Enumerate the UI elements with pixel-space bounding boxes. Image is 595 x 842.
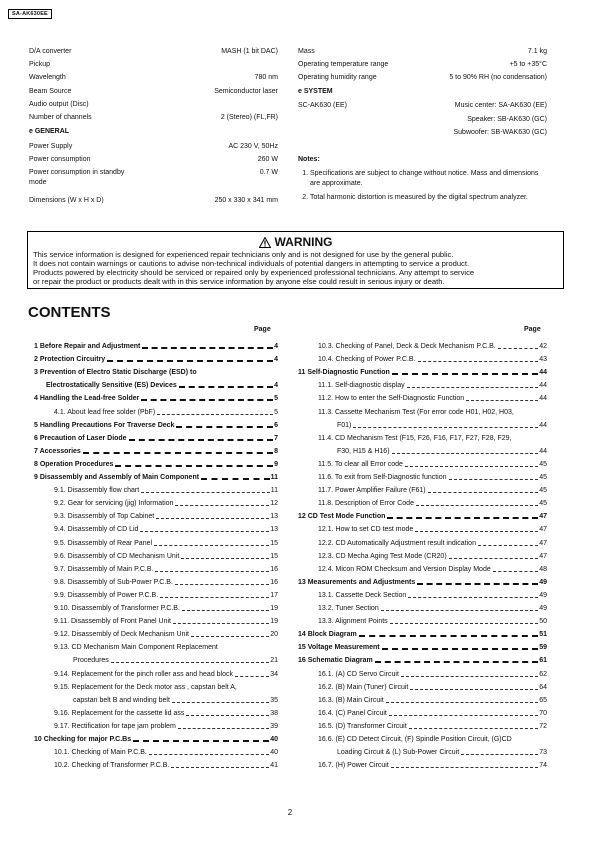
toc-page-number: 7 [274, 434, 278, 442]
toc-entry[interactable] [318, 342, 547, 352]
toc-entry[interactable] [54, 604, 278, 614]
toc-leader [381, 610, 538, 611]
toc-page-number: 11 [270, 487, 278, 495]
spec-label: Operating temperature range [298, 61, 389, 69]
toc-entry[interactable] [54, 709, 278, 719]
toc-entry-title: 11.7. Power Amplifier Failure (F61) [318, 487, 426, 495]
toc-leader [391, 767, 538, 768]
toc-leader [417, 583, 538, 585]
toc-entry-title: 9.3. Disassembly of Top Cabinet [54, 513, 155, 521]
toc-entry-title: 13 Measurements and Adjustments [298, 578, 416, 586]
toc-leader [182, 610, 269, 611]
toc-entry-title: capstan belt B and winding belt [73, 696, 170, 704]
toc-page-number: 19 [270, 618, 278, 626]
toc-entry-text: 11.4. CD Mechanism Test (F15, F26, F16, F17, F27, F28, F29, [318, 434, 512, 442]
toc-entry-title: 10.4. Checking of Power P.C.B. [318, 356, 416, 364]
toc-page-number: 5 [274, 395, 278, 403]
toc-entry-title: 12.2. CD Automatically Adjustment result indication [318, 539, 476, 547]
toc-page-number: 5 [274, 408, 278, 416]
spec-value: +5 to +35°C [509, 61, 547, 69]
toc-entry[interactable] [34, 421, 278, 431]
toc-entry-title: 12 CD Test Mode Function [298, 513, 386, 521]
toc-page-number: 44 [539, 395, 547, 403]
toc-page-number: 35 [270, 696, 278, 704]
toc-leader [160, 597, 269, 598]
spec-label: Beam Source [29, 87, 72, 95]
standby-label-1: Power consumption in standby [29, 169, 125, 176]
toc-entry[interactable] [318, 761, 547, 771]
toc-leader [493, 571, 538, 572]
toc-page-number: 73 [539, 749, 547, 757]
toc-entry-text: 11.3. Cassette Mechanism Test (For error code H01, H02, H03, [318, 408, 514, 416]
toc-entry-title: 10.3. Checking of Panel, Deck & Deck Mechanism P.C.B. [318, 343, 496, 350]
toc-entry[interactable] [318, 552, 547, 562]
spec-value: 2 (Stereo) (FL,FR) [220, 114, 278, 121]
toc-entry-title: 16.7. (H) Power Circuit [318, 762, 389, 770]
toc-entry[interactable] [318, 604, 547, 614]
toc-entry[interactable] [54, 617, 278, 627]
toc-page-number: 40 [270, 736, 278, 743]
toc-entry-title: 9.11. Disassembly of Front Panel Unit [54, 618, 171, 626]
toc-leader [410, 689, 538, 690]
spec-label: D/A converter [29, 48, 72, 55]
warning-line: It does not contain warnings or cautions to advise non-technical individuals of potential dangers in attempting to service a product. [33, 259, 470, 268]
toc-leader [140, 531, 269, 532]
toc-entry-title: F01) [337, 421, 352, 429]
toc-entry[interactable] [298, 643, 547, 653]
toc-page-number: 72 [539, 722, 547, 730]
toc-entry-title: 9.1. Disassembly flow chart [54, 487, 140, 495]
toc-entry[interactable] [318, 709, 547, 719]
toc-entry[interactable] [318, 591, 547, 601]
toc-leader [142, 347, 273, 349]
toc-entry[interactable] [34, 355, 278, 365]
page-label-left: Page [254, 326, 271, 333]
toc-leader [405, 466, 538, 467]
toc-entry[interactable] [54, 722, 278, 732]
toc-page-number: 11 [270, 474, 278, 481]
note-item: 2. Total harmonic distortion is measured by the digital spectrum analyzer. [310, 193, 548, 204]
toc-leader [461, 754, 538, 755]
warning-title: WARNING [274, 235, 333, 249]
spec-value: Speaker: SB-AK630 (GC) [467, 116, 547, 123]
toc-page-number: 65 [539, 696, 547, 704]
toc-page-number: 9 [274, 460, 278, 468]
spec-label: Mass [298, 48, 315, 55]
toc-leader [173, 623, 269, 624]
toc-leader [154, 545, 269, 546]
toc-entry[interactable] [54, 761, 278, 771]
toc-entry[interactable] [298, 630, 547, 640]
toc-leader [387, 517, 538, 519]
general-heading: e GENERAL [29, 128, 70, 135]
toc-entry[interactable] [54, 565, 278, 575]
toc-leader [407, 387, 539, 388]
toc-leader [409, 728, 539, 729]
toc-entry-title: 11.2. How to enter the Self-Diagnostic Function [318, 395, 465, 403]
note-item: 1. Specifications are subject to change without notice. Mass and dimensions are approximate. [310, 169, 548, 190]
toc-page-number: 38 [270, 709, 278, 717]
toc-entry[interactable] [318, 355, 547, 365]
toc-page-number: 12 [270, 500, 278, 508]
toc-entry-title: F30, H15 & H16) [337, 447, 390, 455]
toc-entry-title: 11.6. To exit from Self-Diagnostic function [318, 474, 447, 481]
toc-entry[interactable] [34, 460, 278, 470]
toc-page-number: 13 [270, 526, 278, 534]
toc-leader [389, 715, 538, 716]
toc-page-number: 40 [270, 749, 278, 757]
toc-page-number: 41 [270, 762, 278, 770]
toc-entry-title: 13.3. Alignment Points [318, 618, 388, 626]
toc-leader [392, 453, 539, 454]
toc-entry-title: 16.2. (B) Main (Tuner) Circuit [318, 683, 409, 691]
toc-entry[interactable] [34, 473, 278, 483]
toc-page-number: 47 [539, 513, 547, 521]
spec-value: AC 230 V, 50Hz [228, 143, 278, 150]
toc-entry[interactable] [318, 722, 547, 732]
toc-page-number: 45 [539, 460, 547, 468]
toc-page-number: 39 [270, 722, 278, 730]
toc-leader [149, 754, 269, 755]
spec-value: MASH (1 bit DAC) [221, 48, 278, 55]
toc-entry[interactable] [54, 525, 278, 535]
toc-entry[interactable] [318, 696, 547, 706]
toc-page-number: 16 [270, 578, 278, 586]
toc-page-number: 44 [539, 421, 547, 429]
toc-entry[interactable] [318, 539, 547, 549]
model-tag: SA-AK630EE [8, 9, 52, 19]
toc-entry[interactable] [318, 683, 547, 693]
toc-entry[interactable] [298, 656, 547, 666]
toc-entry-title: 12.4. Micon ROM Checksum and Version Display Mode [318, 565, 491, 573]
spec-value: Semiconductor laser [214, 87, 278, 95]
toc-entry-title: 13.2. Tuner Section [318, 605, 379, 612]
toc-page-number: 4 [274, 343, 278, 350]
toc-entry-text: 9.13. CD Mechanism Main Component Replacement [54, 644, 218, 652]
toc-entry-title: 11 Self-Diagnostic Function [298, 369, 390, 377]
contents-title: CONTENTS [28, 304, 111, 321]
warning-line: Products powered by electricity should be serviced or repaired only by experienced professional technicians. Any attempt to service [33, 268, 475, 277]
toc-page-number: 48 [539, 565, 547, 573]
toc-entry[interactable] [54, 539, 278, 549]
spec-label: Dimensions (W x H x D) [29, 197, 104, 204]
toc-entry[interactable] [318, 486, 547, 496]
spec-value: 5 to 90% RH (no condensation) [449, 74, 547, 82]
toc-entry-title: 16.4. (C) Panel Circuit [318, 709, 387, 717]
system-heading: e SYSTEM [298, 88, 333, 95]
toc-entry[interactable] [337, 421, 547, 431]
toc-leader [157, 414, 273, 415]
toc-page-number: 15 [270, 539, 278, 547]
toc-leader [107, 360, 273, 362]
toc-page-number: 42 [539, 343, 547, 350]
toc-entry-title: 16.1. (A) CD Servo Circuit [318, 670, 399, 678]
spec-label: Wavelength [29, 74, 66, 82]
warning-heading [28, 235, 563, 249]
toc-leader [181, 558, 269, 559]
toc-page-number: 70 [539, 709, 547, 717]
toc-page-number: 34 [270, 670, 278, 678]
toc-entry-title: 9.9. Disassembly of Power P.C.B. [54, 591, 159, 599]
toc-page-number: 47 [539, 552, 547, 560]
toc-entry-title: 9.10. Disassembly of Transformer P.C.B. [54, 605, 180, 612]
toc-leader [179, 386, 273, 388]
toc-entry-title: 11.1. Self-diagnostic display [318, 382, 405, 390]
toc-entry[interactable] [54, 630, 278, 640]
toc-entry-title: 10.1. Checking of Main P.C.B. [54, 749, 147, 757]
toc-leader [401, 676, 538, 677]
toc-leader [201, 478, 270, 480]
toc-entry[interactable] [54, 748, 278, 758]
toc-leader [186, 715, 269, 716]
spec-label: Number of channels [29, 114, 92, 121]
toc-entry-title: Procedures [73, 657, 109, 665]
warning-line: or repair the product or products dealt with in this service information by anyone else could result in serious injury or death. [33, 277, 445, 286]
toc-entry[interactable] [318, 670, 547, 680]
warning-triangle-icon [259, 237, 271, 248]
toc-entry[interactable] [298, 368, 547, 378]
toc-entry-title: 9.14. Replacement for the pinch roller ass and head block [54, 670, 233, 678]
toc-entry-title: 9.17. Rectification for tape jam problem [54, 722, 176, 730]
toc-entry-title: 12.3. CD Mecha Aging Test Mode (CR20) [318, 552, 447, 560]
toc-entry-title: 9.4. Disassembly of CD Lid [54, 526, 139, 534]
toc-leader [449, 479, 539, 480]
toc-page-number: 21 [270, 657, 278, 665]
toc-entry[interactable] [46, 381, 278, 391]
toc-entry[interactable] [34, 394, 278, 404]
toc-leader [478, 545, 538, 546]
toc-page-number: 8 [274, 447, 278, 455]
toc-page-number: 6 [274, 421, 278, 429]
toc-entry[interactable] [54, 552, 278, 562]
toc-entry-title: 11.8. Description of Error Code [318, 500, 414, 508]
spec-label: SC-AK630 (EE) [298, 102, 348, 109]
toc-leader [175, 584, 269, 585]
standby-value: 0.7 W [259, 169, 278, 176]
toc-entry-title: 14 Block Diagram [298, 631, 357, 639]
toc-leader [418, 361, 539, 362]
toc-page-number: 64 [539, 683, 547, 691]
toc-entry-title: 9.8. Disassembly of Sub-Power P.C.B. [54, 578, 173, 586]
toc-page-number: 74 [539, 762, 547, 770]
toc-entry-title: 6 Precaution of Laser Diode [34, 434, 127, 442]
standby-label-2: mode [29, 179, 47, 186]
spec-value: 260 W [257, 156, 278, 164]
toc-leader [416, 505, 538, 506]
toc-page-number: 49 [539, 591, 547, 599]
toc-leader [172, 702, 269, 703]
toc-leader [415, 531, 538, 532]
toc-entry[interactable] [34, 342, 278, 352]
toc-leader [386, 702, 538, 703]
toc-entry-title: 9.16. Replacement for the cassette lid ass [54, 709, 185, 717]
toc-leader [111, 662, 269, 663]
toc-page-number: 44 [539, 369, 547, 377]
toc-entry[interactable] [318, 381, 547, 391]
toc-leader [235, 676, 269, 677]
toc-page-number: 45 [539, 474, 547, 481]
toc-page-number: 4 [274, 356, 278, 364]
toc-entry-text: 16.6. (E) CD Detect Circuit, (F) Spindle Position Circuit, (G)CD [318, 736, 512, 743]
toc-entry[interactable] [298, 578, 547, 588]
spec-label: Power consumption [29, 156, 91, 164]
toc-entry-title: 8 Operation Procedures [34, 460, 114, 468]
toc-page-number: 47 [539, 539, 547, 547]
toc-entry[interactable] [318, 499, 547, 509]
toc-leader [498, 348, 539, 349]
toc-entry-title: 9.7. Disassembly of Main P.C.B. [54, 565, 154, 573]
toc-entry[interactable] [318, 473, 547, 483]
toc-leader [375, 661, 539, 663]
toc-entry[interactable] [34, 447, 278, 457]
toc-page-number: 45 [539, 487, 547, 495]
toc-entry[interactable] [54, 578, 278, 588]
toc-entry[interactable] [54, 408, 278, 418]
toc-leader [428, 492, 539, 493]
spec-value: 250 x 330 x 341 mm [214, 197, 278, 204]
toc-entry[interactable] [318, 565, 547, 575]
toc-entry[interactable] [318, 394, 547, 404]
spec-value: 780 nm [254, 74, 278, 82]
toc-entry[interactable] [73, 696, 278, 706]
toc-entry-title: 12.1. How to set CD test mode [318, 526, 414, 534]
toc-entry[interactable] [337, 748, 547, 758]
page-label-right: Page [524, 326, 541, 333]
toc-leader [408, 597, 538, 598]
toc-leader [392, 373, 538, 375]
toc-entry-title: 2 Protection Circuitry [34, 356, 106, 364]
toc-entry[interactable] [337, 447, 547, 457]
toc-page-number: 16 [270, 565, 278, 573]
toc-entry[interactable] [34, 735, 278, 745]
toc-entry-title: 9.2. Gear for servicing (jig) Information [54, 500, 174, 508]
toc-page-number: 43 [539, 356, 547, 364]
toc-page-number: 59 [539, 644, 547, 652]
toc-entry[interactable] [54, 591, 278, 601]
notes-list [298, 169, 548, 204]
toc-entry-title: 7 Accessories [34, 447, 81, 455]
toc-page-number: 44 [539, 447, 547, 455]
page-number: 2 [287, 808, 293, 817]
toc-entry-title: 5 Handling Precautions For Traverse Deck [34, 421, 175, 429]
toc-entry-title: 10 Checking for major P.C.Bs [34, 736, 132, 743]
toc-page-number: 44 [539, 382, 547, 390]
toc-page-number: 15 [270, 552, 278, 560]
toc-leader [171, 767, 269, 768]
spec-value: 7.1 kg [527, 48, 547, 55]
toc-leader [155, 571, 269, 572]
toc-entry[interactable] [73, 656, 278, 666]
toc-page-number: 19 [270, 605, 278, 612]
toc-entry[interactable] [54, 486, 278, 496]
toc-entry-text: 3 Prevention of Electro Static Discharge (ESD) to [34, 369, 197, 377]
toc-page-number: 49 [539, 578, 547, 586]
toc-entry[interactable] [318, 617, 547, 627]
toc-entry-title: 16 Schematic Diagram [298, 657, 373, 665]
spec-label: Power Supply [29, 143, 73, 150]
toc-leader [390, 623, 539, 624]
warning-box [27, 231, 564, 289]
toc-entry[interactable] [318, 525, 547, 535]
spec-label: Audio output (Disc) [29, 100, 89, 108]
toc-entry-title: 4 Handling the Lead-free Solder [34, 395, 140, 403]
toc-leader [353, 427, 538, 428]
toc-entry[interactable] [54, 670, 278, 680]
warning-line: This service information is designed for experienced repair technicians only and is not designed for use by the general public. [33, 250, 454, 259]
toc-page-number: 62 [539, 670, 547, 678]
toc-entry-title: 1 Before Repair and Adjustment [34, 343, 141, 350]
toc-leader [466, 400, 538, 401]
toc-entry-text: 9.15. Replacement for the Deck motor ass , capstan belt A, [54, 683, 237, 691]
toc-page-number: 13 [270, 513, 278, 521]
toc-entry-title: 13.1. Cassette Deck Section [318, 591, 407, 599]
toc-entry[interactable] [34, 434, 278, 444]
toc-page-number: 20 [270, 631, 278, 639]
toc-leader [178, 728, 269, 729]
toc-leader [176, 426, 273, 428]
toc-entry-title: 9.12. Disassembly of Deck Mechanism Unit [54, 631, 189, 639]
toc-entry-title: 16.3. (B) Main Circuit [318, 696, 384, 704]
toc-entry-title: 9 Disassembly and Assembly of Main Component [34, 474, 200, 481]
toc-entry-title: 4.1. About lead free solder (PbF) [54, 408, 156, 416]
toc-leader [156, 518, 269, 519]
toc-entry-title: 9.6. Disassembly of CD Mechanism Unit [54, 552, 180, 560]
toc-leader [115, 465, 273, 467]
toc-entry-title: 9.5. Disassembly of Rear Panel [54, 539, 153, 547]
toc-leader [359, 635, 538, 637]
spec-label: Pickup [29, 61, 51, 69]
toc-entry-title: 16.5. (D) Transformer Circuit [318, 722, 407, 730]
toc-entry[interactable] [298, 512, 547, 522]
toc-page-number: 61 [539, 657, 547, 665]
toc-leader [129, 439, 274, 441]
toc-entry-title: 10.2. Checking of Transformer P.C.B. [54, 762, 170, 770]
toc-leader [141, 399, 273, 401]
toc-page-number: 17 [270, 591, 278, 599]
toc-page-number: 4 [274, 382, 278, 390]
toc-leader [449, 558, 539, 559]
toc-leader [175, 505, 269, 506]
toc-entry-title: Electrostatically Sensitive (ES) Devices [46, 382, 177, 390]
spec-value: Subwoofer: SB-WAK630 (GC) [453, 129, 547, 136]
toc-leader [141, 492, 270, 493]
toc-page-number: 45 [539, 500, 547, 508]
toc-entry[interactable] [318, 460, 547, 470]
toc-entry-title: 15 Voltage Measurement [298, 644, 380, 652]
toc-leader [83, 452, 273, 454]
toc-entry[interactable] [54, 512, 278, 522]
notes-block [298, 155, 548, 206]
toc-page-number: 50 [539, 618, 547, 626]
toc-leader [382, 648, 539, 650]
toc-leader [133, 740, 269, 742]
toc-entry-title: Loading Circuit & (L) Sub-Power Circuit [337, 749, 460, 757]
toc-entry[interactable] [54, 499, 278, 509]
toc-page-number: 47 [539, 526, 547, 534]
spec-label: Operating humidity range [298, 74, 377, 82]
notes-heading: Notes: [298, 156, 320, 163]
toc-leader [191, 636, 269, 637]
warning-body [28, 250, 563, 286]
spec-value: Music center: SA-AK630 (EE) [454, 102, 547, 109]
toc-entry-title: 11.5. To clear all Error code [318, 460, 403, 468]
toc-page-number: 51 [539, 631, 547, 639]
toc-page-number: 49 [539, 605, 547, 612]
